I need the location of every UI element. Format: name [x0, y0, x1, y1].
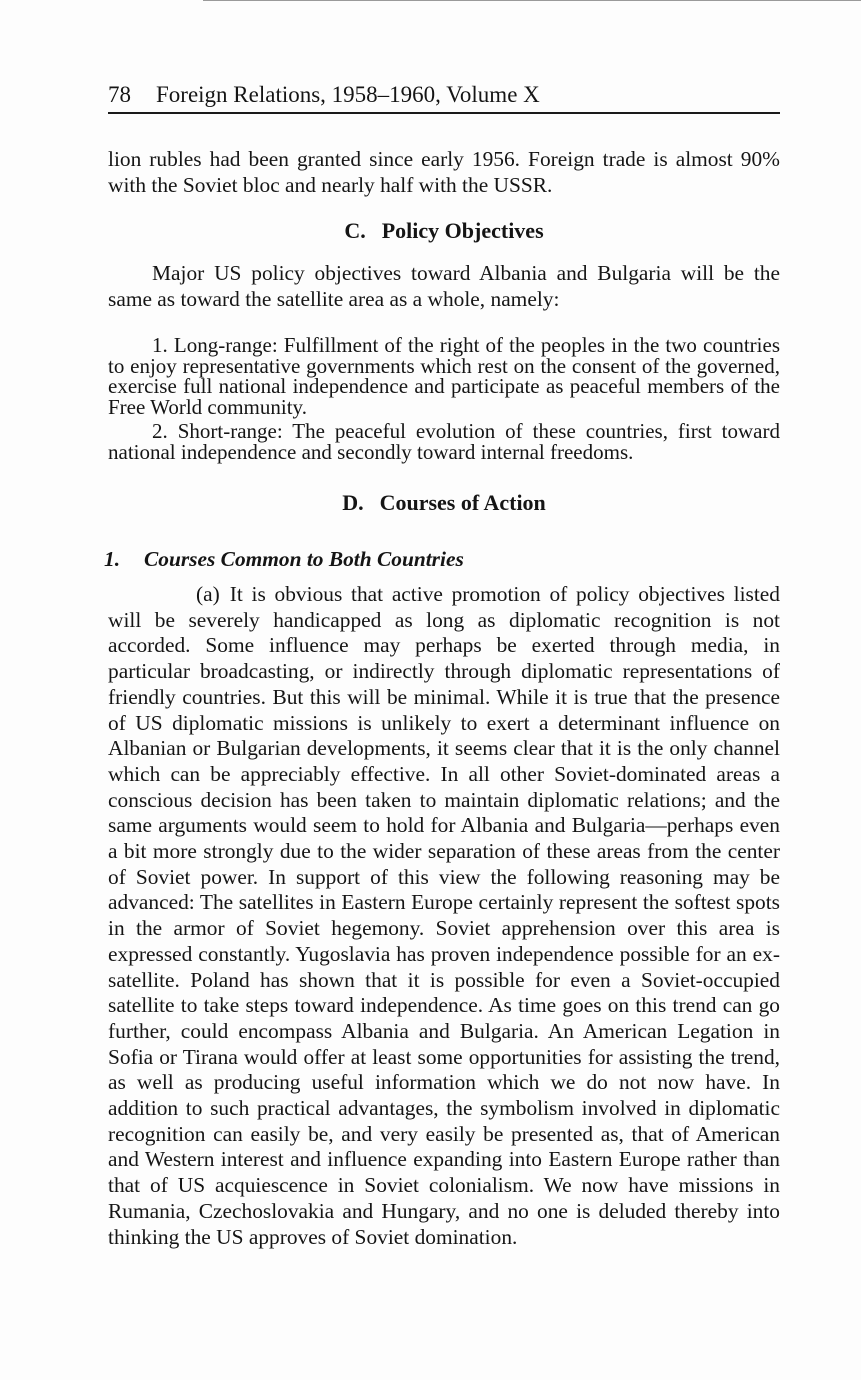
subsection-number: 1.	[104, 547, 121, 571]
paragraph-a-text: It is obvious that active promotion of policy objectives listed will be severely handicapped as long as diplomatic recognition is not accorded. Some influence may perhaps be exerted through media, in particular broadcasting, or indirectly through diplomatic representations of friendly countries. But this will be minimal. While it is true that the presence of US diplomatic missions is unlikely to exert a determinant influence on Albanian or Bulgarian developments, it seems clear that it is the only channel which can be appreciably effective. In all other Soviet-dominated areas a conscious decision has been taken to maintain diplomatic relations; and the same arguments would seem to hold for Albania and Bulgaria—perhaps even a bit more strongly due to the wider separation of these areas from the center of Soviet power. In support of this view the following reasoning may be advanced: The satellites in Eastern Europe certainly represent the softest spots in the armor of Soviet hegemony. Soviet apprehension over this area is expressed constantly. Yugoslavia has proven independence possible for an ex-satellite. Poland has shown that it is possible for even a Soviet-occupied satellite to take steps toward independence. As time goes on this trend can go further, could encompass Albania and Bulgaria. An American Legation in Sofia or Tirana would offer at least some opportunities for assisting the trend, as well as producing useful information which we do not now have. In addition to such practical advantages, the symbolism involved in diplomatic recognition can easily be, and very easily be presented as, that of American and Western interest and influence expanding into Eastern Europe rather than that of US acquiescence in Soviet colonialism. We now have missions in Rumania, Czechoslovakia and Hungary, and no one is deluded thereby into thinking the US approves of Soviet domination.	[108, 582, 780, 1249]
section-c-title: Policy Objectives	[381, 218, 544, 243]
objective-item-2-text: Short-range: The peaceful evolution of these countries, first toward national independence and secondly toward internal freedoms.	[108, 419, 780, 464]
subsection-heading	[104, 546, 776, 572]
section-d-heading	[108, 488, 780, 518]
volume-title: Foreign Relations, 1958–1960, Volume X	[156, 82, 540, 107]
section-c-letter: C.	[344, 218, 366, 243]
subsection-title: Courses Common to Both Countries	[144, 547, 464, 571]
objective-item-2	[108, 421, 780, 462]
running-head	[108, 78, 780, 114]
objective-item-1-text: Long-range: Fulfillment of the right of the peoples in the two countries to enjoy representative governments which rest on the consent of the governed, exercise full national independence and participate as peaceful members of the Free World community.	[108, 333, 780, 419]
course-paragraph-a	[108, 582, 780, 1250]
section-d-letter: D.	[342, 490, 364, 515]
section-c-heading	[108, 216, 780, 246]
objective-item-1-number: 1.	[152, 333, 168, 357]
continuation-paragraph: lion rubles had been granted since early 1956. Foreign trade is almost 90% with the Soviet bloc and nearly half with the USSR.	[108, 147, 780, 197]
objective-item-1	[108, 335, 780, 417]
page-number: 78	[108, 82, 131, 107]
policy-intro-paragraph: Major US policy objectives toward Albania and Bulgaria will be the same as toward the satellite area as a whole, namely:	[108, 261, 780, 311]
section-d-title: Courses of Action	[379, 490, 546, 515]
objective-item-2-number: 2.	[152, 419, 168, 443]
paragraph-a-marker: (a)	[196, 582, 220, 606]
top-edge-rule	[203, 0, 861, 1]
